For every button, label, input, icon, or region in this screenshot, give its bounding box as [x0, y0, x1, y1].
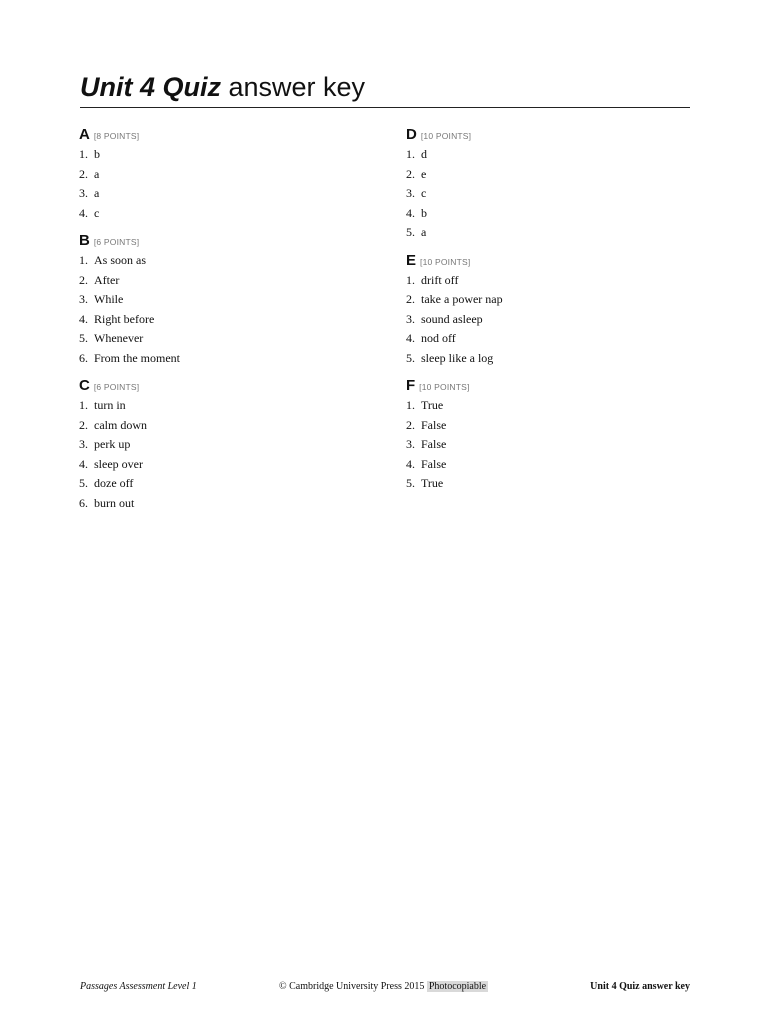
section-heading [79, 375, 379, 396]
answer-text: calm down [94, 417, 147, 432]
answer-text: nod off [421, 331, 456, 345]
answer-number: 5. [79, 476, 88, 490]
section-f [406, 375, 706, 494]
footer-page-title: Unit 4 Quiz answer key [590, 981, 690, 992]
answer-text: While [94, 292, 124, 306]
title-rule [80, 107, 690, 108]
answer-number: 6. [79, 495, 88, 510]
section-letter: D [406, 126, 417, 143]
answer-item [79, 349, 379, 369]
section-letter: E [406, 251, 417, 269]
answer-number: 4. [406, 331, 415, 345]
answer-number: 5. [406, 476, 415, 490]
answer-number: 4. [406, 456, 415, 471]
answer-number: 4. [79, 456, 88, 471]
answer-text: As soon as [94, 253, 147, 267]
answer-item [79, 474, 379, 494]
answer-item [406, 474, 706, 494]
answer-item [79, 435, 379, 455]
section-heading [406, 250, 706, 271]
answer-text: Right before [94, 311, 155, 326]
answer-text: True [421, 398, 444, 412]
answer-number: 1. [406, 398, 415, 412]
answer-text: doze off [94, 476, 134, 490]
section-d [406, 124, 706, 243]
answer-item [79, 396, 379, 416]
answer-text: b [94, 147, 100, 161]
answer-number: 1. [406, 147, 415, 161]
answer-item [406, 416, 706, 436]
answer-number: 2. [406, 292, 415, 306]
page-title-bold: Unit 4 Quiz [80, 72, 221, 102]
answer-number: 1. [79, 398, 88, 412]
section-b [79, 230, 379, 368]
answer-number: 2. [406, 417, 415, 432]
answer-item [406, 145, 706, 165]
answer-text: Whenever [94, 331, 144, 345]
answer-text: sleep like a log [421, 350, 494, 365]
answer-item [406, 396, 706, 416]
section-heading [79, 230, 379, 251]
section-e [406, 250, 706, 369]
answer-item [406, 329, 706, 349]
answer-text: turn in [94, 398, 126, 412]
answer-text: a [94, 186, 100, 200]
answer-number: 1. [79, 253, 88, 267]
section-points: [10 POINTS] [419, 382, 470, 392]
answer-item [406, 435, 706, 455]
answer-number: 2. [406, 166, 415, 181]
answer-text: take a power nap [421, 292, 503, 306]
footer-publication: Passages Assessment Level 1 [80, 981, 197, 992]
answer-item [79, 455, 379, 475]
answer-number: 2. [79, 166, 88, 181]
section-letter: C [79, 377, 90, 394]
answer-text: a [94, 166, 100, 181]
answer-text: a [421, 225, 427, 239]
answer-item [406, 290, 706, 310]
answer-number: 3. [406, 186, 415, 200]
answer-text: b [421, 205, 427, 220]
section-points: [6 POINTS] [93, 237, 140, 247]
page-title-rest: answer key [221, 72, 366, 102]
section-heading [406, 375, 706, 396]
answer-text: False [421, 417, 447, 432]
section-letter: A [79, 126, 90, 143]
answer-text: False [421, 437, 447, 451]
answer-item [406, 455, 706, 475]
answer-text: True [421, 476, 444, 490]
footer [80, 979, 690, 995]
answer-text: perk up [94, 437, 131, 451]
answer-item [79, 416, 379, 436]
section-heading [79, 124, 379, 145]
answer-number: 3. [406, 311, 415, 326]
answer-text: c [94, 205, 100, 220]
answer-item [406, 349, 706, 369]
section-c [79, 375, 379, 513]
page-title [80, 70, 690, 104]
section-letter: B [79, 232, 90, 249]
section-letter: F [406, 377, 416, 394]
section-points: [6 POINTS] [93, 382, 140, 392]
section-heading [406, 124, 706, 145]
answer-text: e [421, 166, 427, 181]
answer-number: 4. [79, 205, 88, 220]
answer-item [406, 271, 706, 291]
answer-item [406, 310, 706, 330]
answer-number: 1. [406, 272, 415, 287]
section-points: [8 POINTS] [93, 131, 140, 141]
answer-item [406, 223, 706, 243]
answer-text: c [421, 186, 427, 200]
answer-number: 4. [406, 205, 415, 220]
left-column [79, 124, 379, 520]
answer-number: 3. [406, 437, 415, 451]
answer-number: 6. [79, 350, 88, 365]
answer-number: 1. [79, 147, 88, 161]
section-a [79, 124, 379, 223]
answer-text: burn out [94, 495, 135, 510]
answer-text: d [421, 147, 427, 161]
footer-copyright-text: © Cambridge University Press 2015 [279, 981, 425, 992]
answer-number: 3. [79, 186, 88, 200]
answer-number: 4. [79, 311, 88, 326]
answer-text: After [94, 272, 120, 287]
answer-number: 5. [406, 350, 415, 365]
section-points: [10 POINTS] [420, 256, 471, 267]
answer-item [79, 251, 379, 271]
answer-item [79, 145, 379, 165]
answer-item [79, 165, 379, 185]
answer-item [79, 271, 379, 291]
answer-item [79, 329, 379, 349]
answer-item [406, 184, 706, 204]
section-points: [10 POINTS] [420, 131, 472, 141]
answer-item [79, 290, 379, 310]
answer-number: 3. [79, 437, 88, 451]
answer-item [406, 204, 706, 224]
answer-number: 2. [79, 417, 88, 432]
answer-text: From the moment [94, 350, 180, 365]
answer-number: 3. [79, 292, 88, 306]
answer-text: False [421, 456, 447, 471]
answer-text: sleep over [94, 456, 143, 471]
answer-item [79, 494, 379, 514]
answer-number: 2. [79, 272, 88, 287]
answer-number: 5. [406, 225, 415, 239]
answer-number: 5. [79, 331, 88, 345]
right-column [406, 124, 706, 501]
answer-item [79, 184, 379, 204]
answer-text: sound asleep [421, 311, 483, 326]
answer-item [79, 310, 379, 330]
answer-item [406, 165, 706, 185]
answer-item [79, 204, 379, 224]
footer-copyright [279, 979, 488, 995]
photocopiable-badge: Photocopiable [428, 981, 487, 992]
answer-text: drift off [421, 272, 459, 287]
